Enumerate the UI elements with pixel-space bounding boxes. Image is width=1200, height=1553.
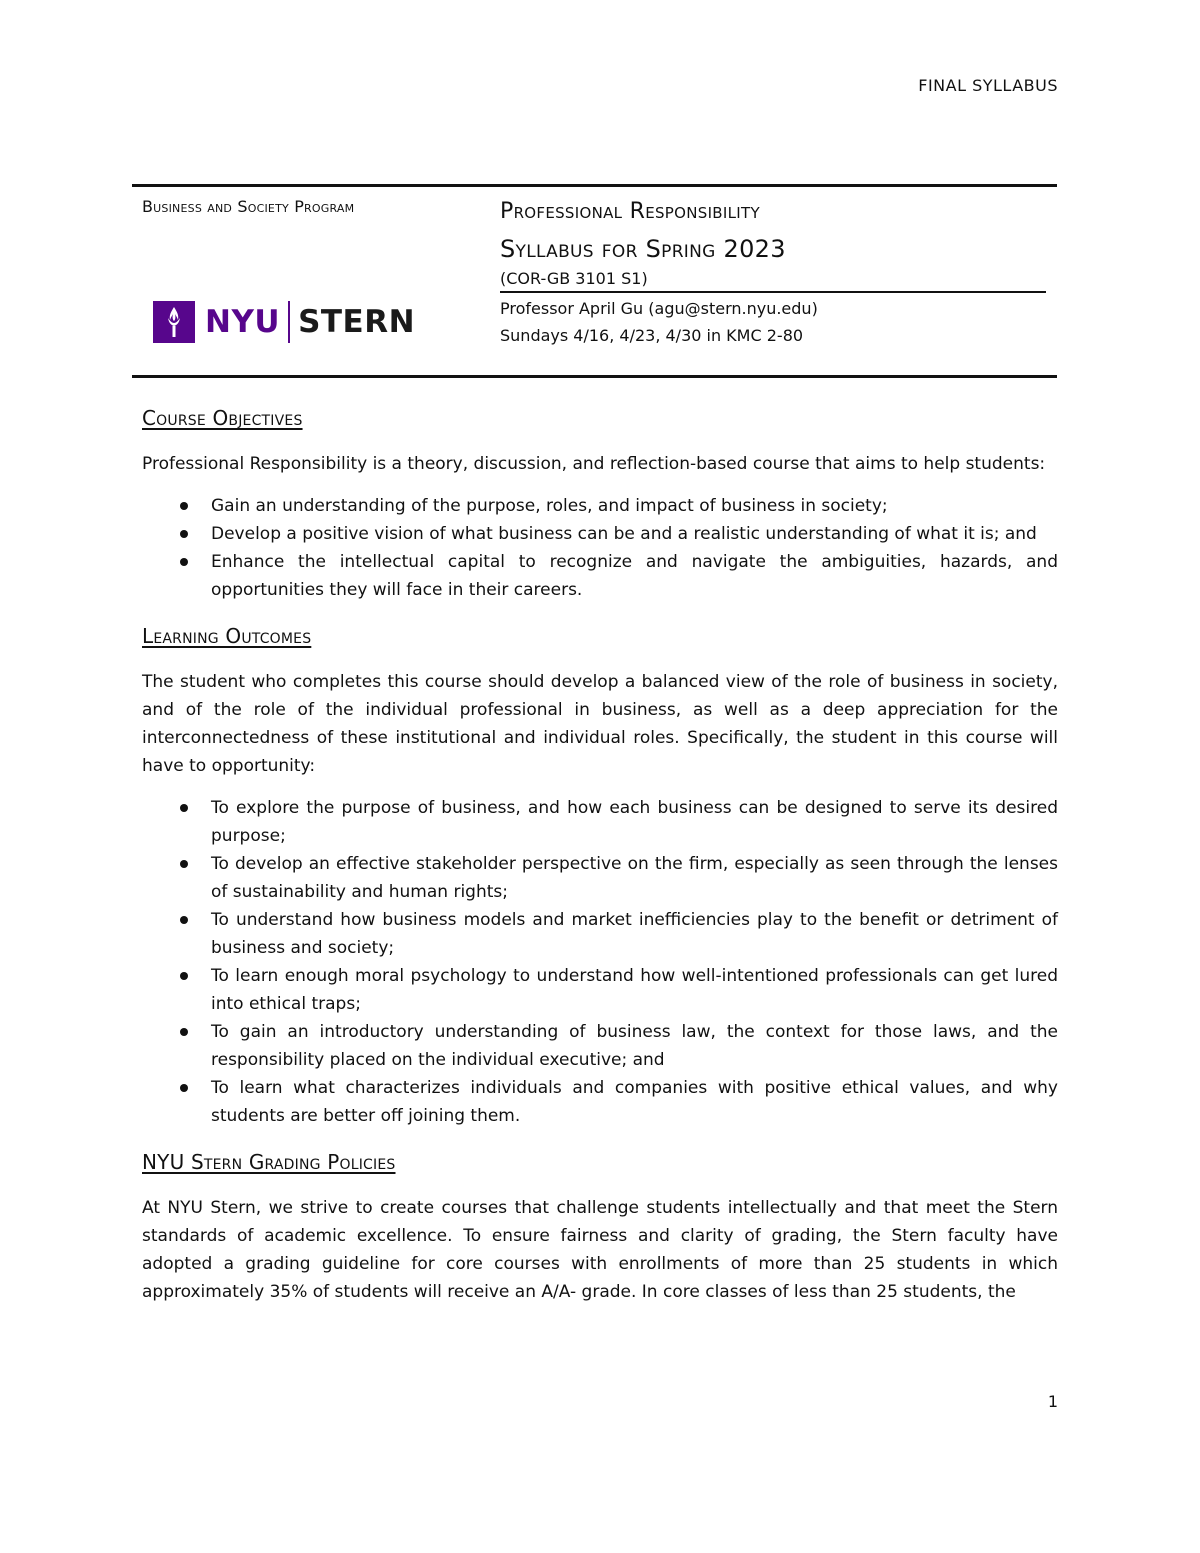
title-block xyxy=(132,184,1057,378)
course-title: Professional Responsibility xyxy=(500,199,760,224)
course-term: Syllabus for Spring 2023 xyxy=(500,235,786,263)
title-divider xyxy=(500,291,1046,293)
grading-intro: At NYU Stern, we strive to create courses that challenge students intellectually and that meet the Stern standards of academic excellence. To ensure fairness and clarity of grading, the Stern faculty have adopted a grading guideline for core courses with enrollments of more than 25 students in which approximately 35% of students will receive an A/A- grade. In core classes of less than 25 students, the xyxy=(142,1198,1058,1302)
objectives-intro: Professional Responsibility is a theory, discussion, and reflection-based course that aims to help students: xyxy=(142,454,1046,474)
torch-icon xyxy=(153,301,195,343)
meeting-info: Sundays 4/16, 4/23, 4/30 in KMC 2-80 xyxy=(500,326,804,345)
list-item: To understand how business models and market inefficiencies play to the benefit or detriment of business and society; xyxy=(142,906,1058,962)
syllabus-body xyxy=(142,404,1058,1320)
page-header-label: FINAL SYLLABUS xyxy=(918,76,1058,95)
list-item: To develop an effective stakeholder perspective on the firm, especially as seen through the lenses of sustainability and human rights; xyxy=(142,850,1058,906)
outcomes-intro: The student who completes this course should develop a balanced view of the role of business in society, and of the role of the individual professional in business, as well as a deep appreciation for the interconnectedness of these institutional and individual roles. Specifically, the student in this course will have to opportunity: xyxy=(142,672,1058,776)
section-heading-outcomes: Learning Outcomes xyxy=(142,624,312,648)
outcomes-list xyxy=(142,794,1058,1130)
list-item: Gain an understanding of the purpose, roles, and impact of business in society; xyxy=(142,492,1058,520)
logo-nyu-text: NYU xyxy=(205,304,281,340)
list-item: To learn enough moral psychology to understand how well-intentioned professionals can get lured into ethical traps; xyxy=(142,962,1058,1018)
professor-info: Professor April Gu (agu@stern.nyu.edu) xyxy=(500,299,818,318)
objectives-list xyxy=(142,492,1058,604)
list-item: To explore the purpose of business, and how each business can be designed to serve its desired purpose; xyxy=(142,794,1058,850)
list-item: To gain an introductory understanding of business law, the context for those laws, and the responsibility placed on the individual executive; and xyxy=(142,1018,1058,1074)
section-heading-objectives: Course Objectives xyxy=(142,406,303,430)
nyu-stern-logo xyxy=(153,299,415,345)
page-number: 1 xyxy=(1047,1392,1058,1411)
course-code: (COR-GB 3101 S1) xyxy=(500,269,648,288)
logo-stern-text: STERN xyxy=(298,304,416,340)
logo-divider xyxy=(288,301,290,343)
list-item: Develop a positive vision of what business can be and a realistic understanding of what it is; and xyxy=(142,520,1058,548)
program-name: Business and Society Program xyxy=(142,197,355,216)
list-item: Enhance the intellectual capital to recognize and navigate the ambiguities, hazards, and opportunities they will face in their careers. xyxy=(142,548,1058,604)
section-heading-grading: NYU Stern Grading Policies xyxy=(142,1150,396,1174)
list-item: To learn what characterizes individuals and companies with positive ethical values, and why students are better off joining them. xyxy=(142,1074,1058,1130)
